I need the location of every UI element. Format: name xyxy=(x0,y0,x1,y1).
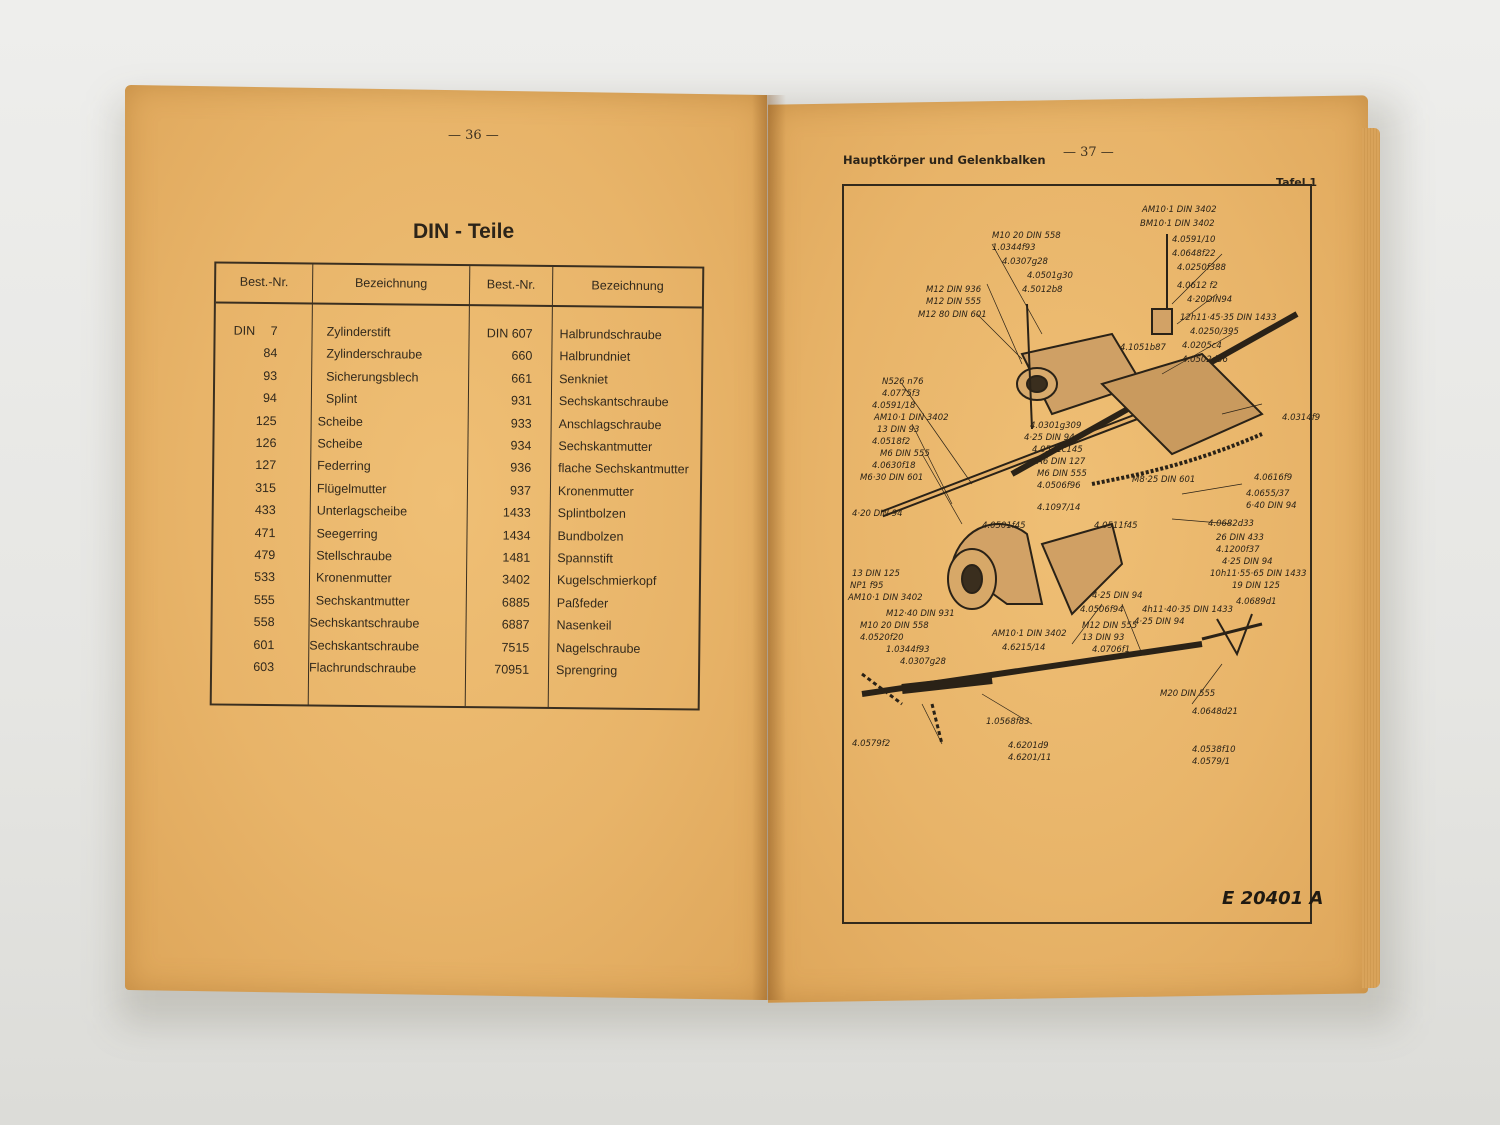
part-label: A6 DIN 127 xyxy=(1037,457,1086,467)
part-name: Federring xyxy=(317,458,371,474)
part-name: Unterlagscheibe xyxy=(316,503,408,519)
column-header: Bezeichnung xyxy=(591,278,664,294)
part-name: Halbrundniet xyxy=(559,349,631,365)
part-label: M8·25 DIN 601 xyxy=(1132,475,1196,485)
din-parts-table xyxy=(210,261,705,710)
part-label: M10 20 DIN 558 xyxy=(992,231,1061,241)
part-number: 934 xyxy=(510,438,532,453)
page-number-right: — 37 — xyxy=(1063,145,1114,160)
page-edges xyxy=(1362,128,1380,988)
part-label: 13 DIN 93 xyxy=(877,425,920,435)
part-label: M6 DIN 555 xyxy=(880,449,930,459)
part-label: 4.0612 f2 xyxy=(1177,281,1218,291)
part-label: 4.0655/37 xyxy=(1246,489,1290,499)
part-label: 4·25 DIN 94 xyxy=(1222,557,1273,567)
part-name: Stellschraube xyxy=(316,548,393,564)
part-number: 936 xyxy=(510,460,532,476)
column-header: Bezeichnung xyxy=(354,275,428,291)
part-label: 4·25 DIN 94 xyxy=(1134,617,1185,627)
part-number: 661 xyxy=(511,371,533,386)
part-label: 4.0520f20 xyxy=(860,633,904,643)
section-title: Hauptkörper und Gelenkbalken xyxy=(843,153,1046,167)
part-label: 4.0648d21 xyxy=(1192,707,1238,717)
part-label: 4.0506f96 xyxy=(1037,481,1081,491)
part-name: Senkniet xyxy=(559,371,608,387)
part-label: AM10·1 DIN 3402 xyxy=(848,593,923,603)
part-name: Scheibe xyxy=(317,436,363,452)
part-number: 7 xyxy=(270,324,278,339)
part-label: 4.0571c145 xyxy=(1032,445,1083,455)
part-name: Anschlagschraube xyxy=(558,416,662,432)
part-name: Kugelschmierkopf xyxy=(556,573,657,589)
part-label: 4.0775f3 xyxy=(882,389,921,399)
part-label: 10h11·55·65 DIN 1433 xyxy=(1210,569,1307,579)
part-label: 4.6201d9 xyxy=(1008,741,1049,751)
part-label: 4.1200f37 xyxy=(1216,545,1260,555)
part-number: 125 xyxy=(255,413,277,428)
part-label: 4.0579f2 xyxy=(852,739,891,749)
part-label: 4.0511f45 xyxy=(1094,521,1138,531)
part-number: 93 xyxy=(263,368,278,383)
part-name: Sprengring xyxy=(556,663,618,678)
part-number: 558 xyxy=(253,615,275,630)
part-number: 84 xyxy=(263,346,278,361)
part-name: Sechskantmutter xyxy=(558,439,653,455)
part-number: 70951 xyxy=(494,662,530,677)
part-name: Paßfeder xyxy=(556,595,609,611)
part-name: Zylinderstift xyxy=(326,324,391,340)
part-label: AM10·1 DIN 3402 xyxy=(874,413,949,423)
page-heading: DIN - Teile xyxy=(413,220,515,243)
part-label: M10 20 DIN 558 xyxy=(860,621,929,631)
part-label: 4.0250/395 xyxy=(1190,327,1239,337)
part-label: AM10·1 DIN 3402 xyxy=(992,629,1067,639)
part-label: 12h11·45·35 DIN 1433 xyxy=(1180,313,1277,323)
part-label: M12 DIN 555 xyxy=(926,297,982,307)
part-name: Sechskantschraube xyxy=(558,394,669,410)
part-label: 4.1051b87 xyxy=(1120,343,1166,353)
part-name: Splintbolzen xyxy=(557,506,626,521)
part-label: M12·40 DIN 931 xyxy=(886,609,955,619)
part-name: Seegerring xyxy=(316,526,378,541)
part-label: 4.0307g28 xyxy=(900,657,946,667)
part-name: Scheibe xyxy=(317,414,363,429)
part-number: 7515 xyxy=(501,640,530,655)
part-label: M12 80 DIN 601 xyxy=(918,310,987,320)
part-label: 4·20 DIN 94 xyxy=(852,509,903,519)
part-label: 4.0301g309 xyxy=(1030,421,1082,431)
part-label: 4.0579/1 xyxy=(1192,757,1231,767)
part-label: 4.0502d36 xyxy=(1182,355,1228,365)
part-name: Sechskantmutter xyxy=(315,593,410,609)
part-label: 4.0518f2 xyxy=(872,437,911,447)
part-name: Sechskantschraube xyxy=(309,615,420,631)
part-label: BM10·1 DIN 3402 xyxy=(1140,219,1215,229)
part-label: 4.0314f9 xyxy=(1282,413,1321,423)
part-label: 4·25 DIN 94 xyxy=(1024,433,1075,443)
part-label: 4.0616f9 xyxy=(1254,473,1293,483)
part-name: Sechskantschraube xyxy=(309,638,420,654)
part-label: 4.0648f22 xyxy=(1172,249,1216,259)
part-label: 4.0682d33 xyxy=(1208,519,1254,529)
part-label: 4.0506f94 xyxy=(1080,605,1124,615)
part-label: 13 DIN 125 xyxy=(852,569,900,579)
part-name: Kronenmutter xyxy=(315,570,392,586)
part-label: 4.0689d1 xyxy=(1236,597,1277,607)
column-header: Best.-Nr. xyxy=(486,277,536,292)
part-label: 4·20DIN94 xyxy=(1187,295,1233,305)
part-name: Sicherungsblech xyxy=(326,369,419,385)
part-number: 6885 xyxy=(501,595,530,610)
book-gutter xyxy=(752,95,786,1000)
part-label: M6·30 DIN 601 xyxy=(860,473,924,483)
part-number: 555 xyxy=(253,592,275,607)
part-name: flache Sechskantmutter xyxy=(558,461,689,477)
part-label: M12 DIN 936 xyxy=(926,285,982,295)
part-label: 4.0591/10 xyxy=(1172,235,1216,245)
part-number: 433 xyxy=(254,503,276,518)
part-label: 4.6215/14 xyxy=(1002,643,1046,653)
part-label: M20 DIN 555 xyxy=(1160,689,1216,699)
part-label: 1.0568f83 xyxy=(986,717,1030,727)
part-label: NP1 f95 xyxy=(850,581,884,591)
part-label: 4.0307g28 xyxy=(1002,257,1048,267)
part-number: DIN 607 xyxy=(486,326,533,341)
part-number: 94 xyxy=(262,391,277,406)
part-label: 4.0501g30 xyxy=(1027,271,1073,281)
part-number: 933 xyxy=(510,416,532,431)
part-number: 1434 xyxy=(502,528,531,543)
part-number: 660 xyxy=(511,348,533,364)
part-label: 19 DIN 125 xyxy=(1232,581,1280,591)
part-label: AM10·1 DIN 3402 xyxy=(1142,205,1217,215)
page-number-left: — 36 — xyxy=(448,128,499,143)
part-name: Flügelmutter xyxy=(316,481,387,497)
part-name: Zylinderschraube xyxy=(326,347,423,363)
part-label: 13 DIN 93 xyxy=(1082,633,1125,643)
part-label: 1.0344f93 xyxy=(992,243,1036,253)
part-label: 4.0591/18 xyxy=(872,401,916,411)
part-name: Halbrundschraube xyxy=(559,327,662,343)
part-number: 126 xyxy=(255,435,277,451)
part-labels xyxy=(842,184,1321,920)
part-label: 6·40 DIN 94 xyxy=(1246,501,1297,511)
part-number: 937 xyxy=(510,483,532,498)
part-number: 1433 xyxy=(502,505,531,520)
part-number: 3402 xyxy=(502,572,531,588)
part-number: 1481 xyxy=(502,550,531,565)
part-label: 4.0205c4 xyxy=(1182,341,1222,351)
part-number: 127 xyxy=(255,458,277,473)
part-number: 931 xyxy=(510,393,532,408)
din-prefix: DIN xyxy=(233,323,256,338)
part-number: 471 xyxy=(254,525,276,540)
part-label: 4.1097/14 xyxy=(1037,503,1081,513)
column-header: Best.-Nr. xyxy=(239,274,289,290)
part-number: 601 xyxy=(253,637,275,652)
part-number: 6887 xyxy=(501,617,530,632)
part-label: 4.6201/11 xyxy=(1008,753,1052,763)
part-label: 4.0538f10 xyxy=(1192,745,1236,755)
part-number: 603 xyxy=(253,659,275,675)
part-name: Nagelschraube xyxy=(556,640,641,656)
part-label: 4.0501f45 xyxy=(982,521,1026,531)
part-name: Kronenmutter xyxy=(557,483,634,499)
part-label: 4.5012b8 xyxy=(1022,285,1063,295)
part-name: Flachrundschraube xyxy=(309,660,417,676)
part-number: 479 xyxy=(254,547,276,563)
plate-label: Tafel 1 xyxy=(1276,176,1318,189)
part-name: Splint xyxy=(325,391,358,407)
part-number: 533 xyxy=(254,570,276,585)
part-label: M12 DIN 555 xyxy=(1082,621,1138,631)
part-label: 26 DIN 433 xyxy=(1216,533,1264,543)
part-label: 1.0344f93 xyxy=(886,645,930,655)
part-label: 4.0250f388 xyxy=(1177,263,1226,273)
part-label: M6 DIN 555 xyxy=(1037,469,1087,479)
part-name: Bundbolzen xyxy=(557,528,624,544)
drawing-code: E 20401 A xyxy=(1222,888,1324,909)
part-name: Nasenkeil xyxy=(556,618,612,633)
part-label: 4·25 DIN 94 xyxy=(1092,591,1143,601)
part-label: 4h11·40·35 DIN 1433 xyxy=(1142,605,1234,615)
part-label: N526 n76 xyxy=(882,377,924,387)
part-label: 4.0706f1 xyxy=(1092,645,1131,655)
part-number: 315 xyxy=(255,480,277,495)
part-name: Spannstift xyxy=(557,551,613,566)
part-label: 4.0630f18 xyxy=(872,461,916,471)
